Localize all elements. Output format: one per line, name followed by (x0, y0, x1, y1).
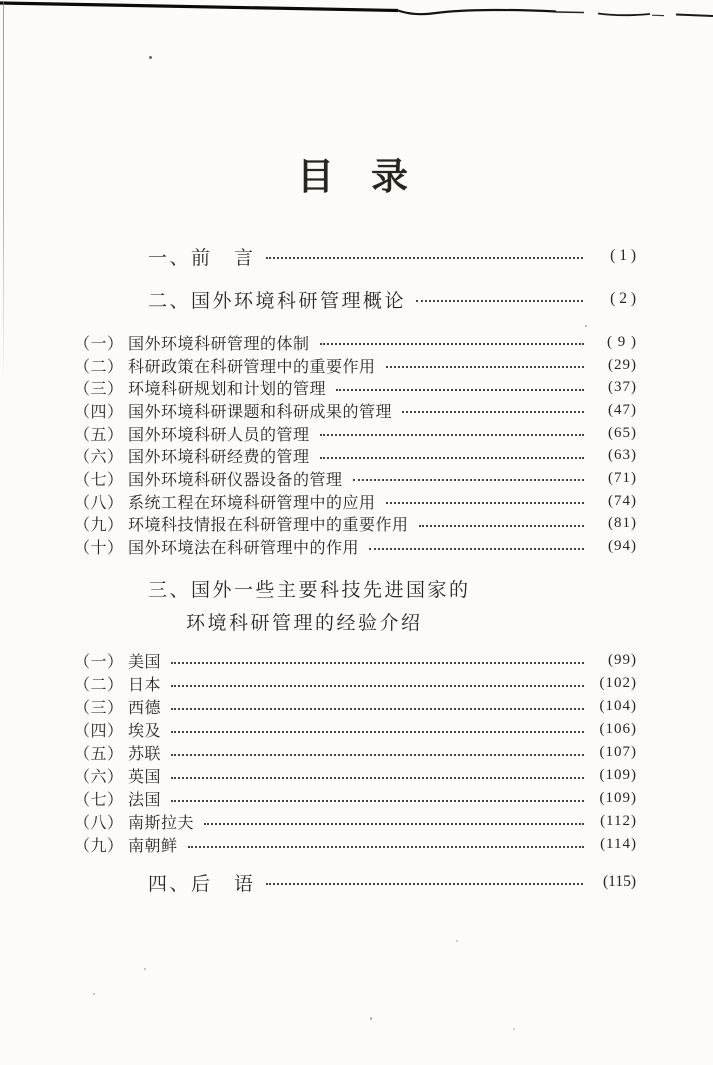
toc-entry-title: （五） 苏联 (74, 746, 162, 763)
toc-entry-page: (109) (599, 790, 637, 806)
toc-entry-page: (104) (599, 698, 637, 714)
toc-entry (74, 695, 637, 718)
dot-leader (386, 502, 584, 504)
dot-leader (266, 883, 583, 885)
toc-entry-page: (71) (608, 469, 637, 486)
toc-entry-section1 (148, 243, 636, 269)
section2-item-list (74, 331, 637, 558)
section3-item-list (74, 649, 637, 856)
scan-speck (456, 940, 458, 942)
dot-leader (353, 479, 584, 481)
toc-entry-title: （二） 日本 (74, 677, 162, 694)
toc-entry-page: (114) (600, 836, 637, 852)
toc-entry-page: (81) (608, 515, 637, 532)
scan-speck (149, 56, 152, 59)
dot-leader (204, 823, 584, 825)
scan-speck (93, 993, 95, 995)
dot-leader (171, 731, 584, 733)
toc-entry (74, 354, 637, 377)
toc-entry-page: (99) (608, 652, 637, 668)
toc-entry-page: (106) (599, 721, 637, 737)
dot-leader (266, 257, 583, 259)
toc-entry-title: （三） 西德 (74, 700, 162, 717)
toc-entry-title: 二、国外环境科研管理概论 (148, 290, 407, 312)
page-left-edge-artifact (3, 2, 4, 384)
toc-entry-title: （六） 国外环境科研经费的管理 (74, 449, 310, 467)
dot-leader (171, 800, 584, 802)
toc-entry-title: （九） 南朝鲜 (74, 838, 178, 855)
toc-entry (74, 535, 637, 558)
toc-entry-page: (74) (608, 492, 637, 509)
toc-entry (74, 649, 637, 672)
scan-speck (144, 968, 146, 970)
toc-entry-title: （七） 国外环境科研仪器设备的管理 (74, 471, 343, 489)
toc-entry-title: （一） 美国 (74, 654, 162, 671)
toc-entry-title: （七） 法国 (74, 792, 162, 809)
toc-entry (74, 787, 637, 810)
dot-leader (171, 754, 584, 756)
toc-entry-page: (102) (599, 675, 637, 691)
toc-entry (74, 422, 637, 445)
page-title: 目 录 (297, 157, 408, 198)
toc-entry-title: （四） 国外环境科研课题和科研成果的管理 (74, 403, 393, 421)
toc-entry-title: （一） 国外环境科研管理的体制 (74, 335, 310, 353)
toc-entry-title: （八） 系统工程在环境科研管理中的应用 (74, 494, 376, 512)
toc-entry-page: (63) (608, 447, 637, 464)
toc-entry (74, 376, 637, 399)
dot-leader (386, 366, 584, 368)
toc-entry (74, 810, 637, 833)
dot-leader (171, 662, 584, 664)
toc-entry (74, 490, 637, 513)
dot-leader (402, 411, 584, 413)
toc-entry-title: （五） 国外环境科研人员的管理 (74, 426, 310, 444)
dot-leader (320, 434, 584, 436)
dot-leader (171, 777, 584, 779)
toc-entry-section3-line1: 三、国外一些主要科技先进国家的 (148, 580, 471, 601)
toc-entry-title: （八） 南斯拉夫 (74, 815, 195, 832)
toc-entry (74, 467, 637, 490)
toc-entry (74, 513, 637, 536)
scan-speck (585, 325, 587, 327)
toc-entry-page: ( 1 ) (610, 247, 636, 264)
toc-entry (74, 764, 637, 787)
scan-speck (370, 1017, 372, 1020)
dot-leader (336, 389, 584, 391)
dot-leader (188, 846, 584, 848)
toc-entry-page: (65) (608, 424, 637, 441)
toc-entry-page: (109) (599, 767, 637, 783)
dot-leader (416, 300, 583, 302)
dot-leader (419, 525, 584, 527)
toc-entry-title: （六） 英国 (74, 769, 162, 786)
dot-leader (369, 548, 584, 550)
toc-entry-section2 (148, 286, 636, 312)
toc-entry-page: ( 9 ) (607, 333, 637, 350)
toc-entry-page: ( 2 ) (610, 290, 636, 307)
toc-entry (74, 741, 637, 764)
toc-entry-section3-line2: 环境科研管理的经验介绍 (186, 613, 423, 634)
toc-entry-title: 四、后 语 (148, 873, 256, 895)
dot-leader (171, 708, 584, 710)
scan-speck (513, 1028, 515, 1030)
toc-entry-page: (115) (603, 873, 636, 890)
dot-leader (171, 685, 584, 687)
toc-entry (74, 444, 637, 467)
toc-entry-title: （四） 埃及 (74, 723, 162, 740)
toc-entry-page: (107) (599, 744, 637, 760)
dot-leader (320, 343, 584, 345)
toc-entry (74, 331, 637, 354)
toc-entry-page: (94) (608, 538, 637, 555)
toc-entry-page: (112) (600, 813, 637, 829)
toc-entry-title: （九） 环境科技情报在科研管理中的重要作用 (74, 517, 409, 535)
toc-entry (74, 833, 637, 856)
toc-entry (74, 672, 637, 695)
toc-entry (74, 718, 637, 741)
toc-entry-section4 (148, 869, 636, 895)
toc-entry-page: (47) (608, 401, 637, 418)
toc-entry (74, 399, 637, 422)
toc-entry-page: (29) (608, 356, 637, 373)
toc-entry-title: （十） 国外环境法在科研管理中的作用 (74, 540, 360, 558)
toc-entry-title: （二） 科研政策在科研管理中的重要作用 (74, 358, 376, 376)
dot-leader (320, 457, 584, 459)
toc-entry-page: (37) (608, 379, 637, 396)
page-top-edge-artifact (0, 0, 713, 22)
toc-entry-title: （三） 环境科研规划和计划的管理 (74, 381, 327, 399)
toc-entry-title: 一、前 言 (148, 247, 256, 269)
